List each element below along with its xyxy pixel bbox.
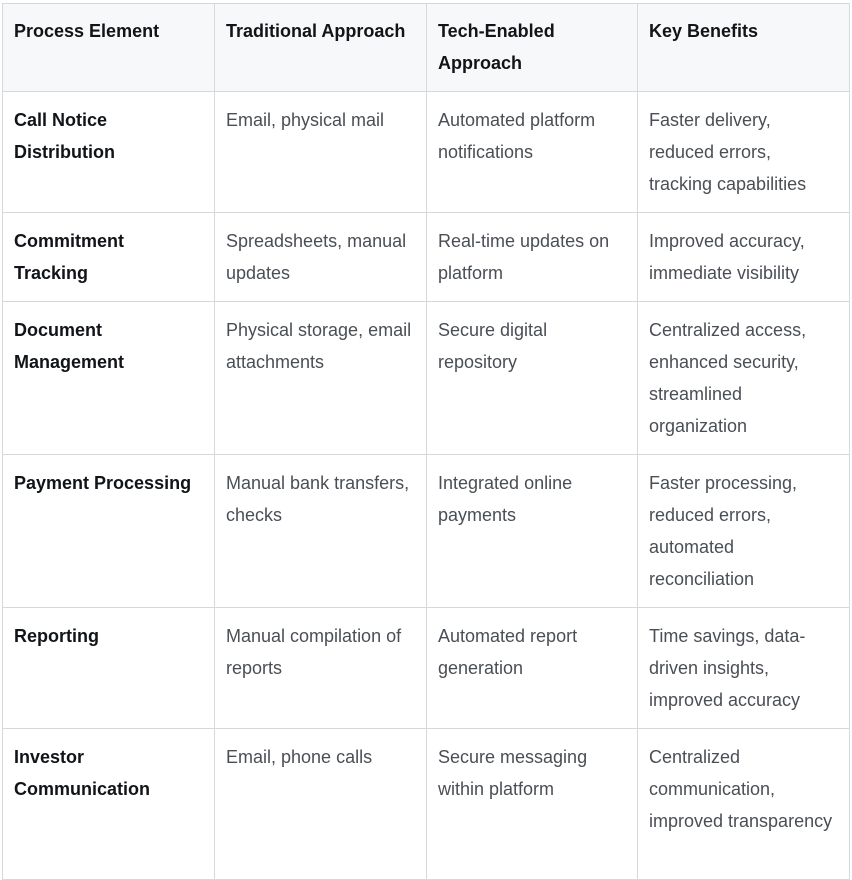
header-row — [3, 4, 850, 92]
tech-enabled-approach-cell: Secure digital repository — [427, 302, 638, 455]
table-row — [3, 608, 850, 729]
table-row — [3, 213, 850, 302]
table-row — [3, 302, 850, 455]
key-benefits-cell: Centralized access, enhanced security, streamlined organization — [638, 302, 850, 455]
tech-enabled-approach-cell: Real-time updates on platform — [427, 213, 638, 302]
table-row — [3, 92, 850, 213]
process-element-cell: Reporting — [3, 608, 215, 729]
key-benefits-cell: Faster processing, reduced errors, automated reconciliation — [638, 455, 850, 608]
process-element-cell: Call Notice Distribution — [3, 92, 215, 213]
traditional-approach-cell: Manual compilation of reports — [215, 608, 427, 729]
column-header-traditional-approach: Traditional Approach — [215, 4, 427, 92]
process-element-cell: Investor Communication — [3, 729, 215, 880]
traditional-approach-cell: Spreadsheets, manual updates — [215, 213, 427, 302]
key-benefits-cell: Faster delivery, reduced errors, tracking capabilities — [638, 92, 850, 213]
traditional-approach-cell: Email, phone calls — [215, 729, 427, 880]
tech-enabled-approach-cell: Secure messaging within platform — [427, 729, 638, 880]
traditional-approach-cell: Email, physical mail — [215, 92, 427, 213]
table-row — [3, 729, 850, 880]
table-body — [3, 92, 850, 880]
tech-enabled-approach-cell: Integrated online payments — [427, 455, 638, 608]
process-comparison-table — [2, 3, 850, 880]
tech-enabled-approach-cell: Automated report generation — [427, 608, 638, 729]
process-element-cell: Document Management — [3, 302, 215, 455]
key-benefits-cell: Time savings, data-driven insights, improved accuracy — [638, 608, 850, 729]
tech-enabled-approach-cell: Automated platform notifications — [427, 92, 638, 213]
process-element-cell: Payment Processing — [3, 455, 215, 608]
table-header — [3, 4, 850, 92]
key-benefits-cell: Improved accuracy, immediate visibility — [638, 213, 850, 302]
column-header-process-element: Process Element — [3, 4, 215, 92]
key-benefits-cell: Centralized communication, improved transparency — [638, 729, 850, 880]
table-row — [3, 455, 850, 608]
process-element-cell: Commitment Tracking — [3, 213, 215, 302]
traditional-approach-cell: Physical storage, email attachments — [215, 302, 427, 455]
column-header-key-benefits: Key Benefits — [638, 4, 850, 92]
traditional-approach-cell: Manual bank transfers, checks — [215, 455, 427, 608]
column-header-tech-enabled-approach: Tech-Enabled Approach — [427, 4, 638, 92]
